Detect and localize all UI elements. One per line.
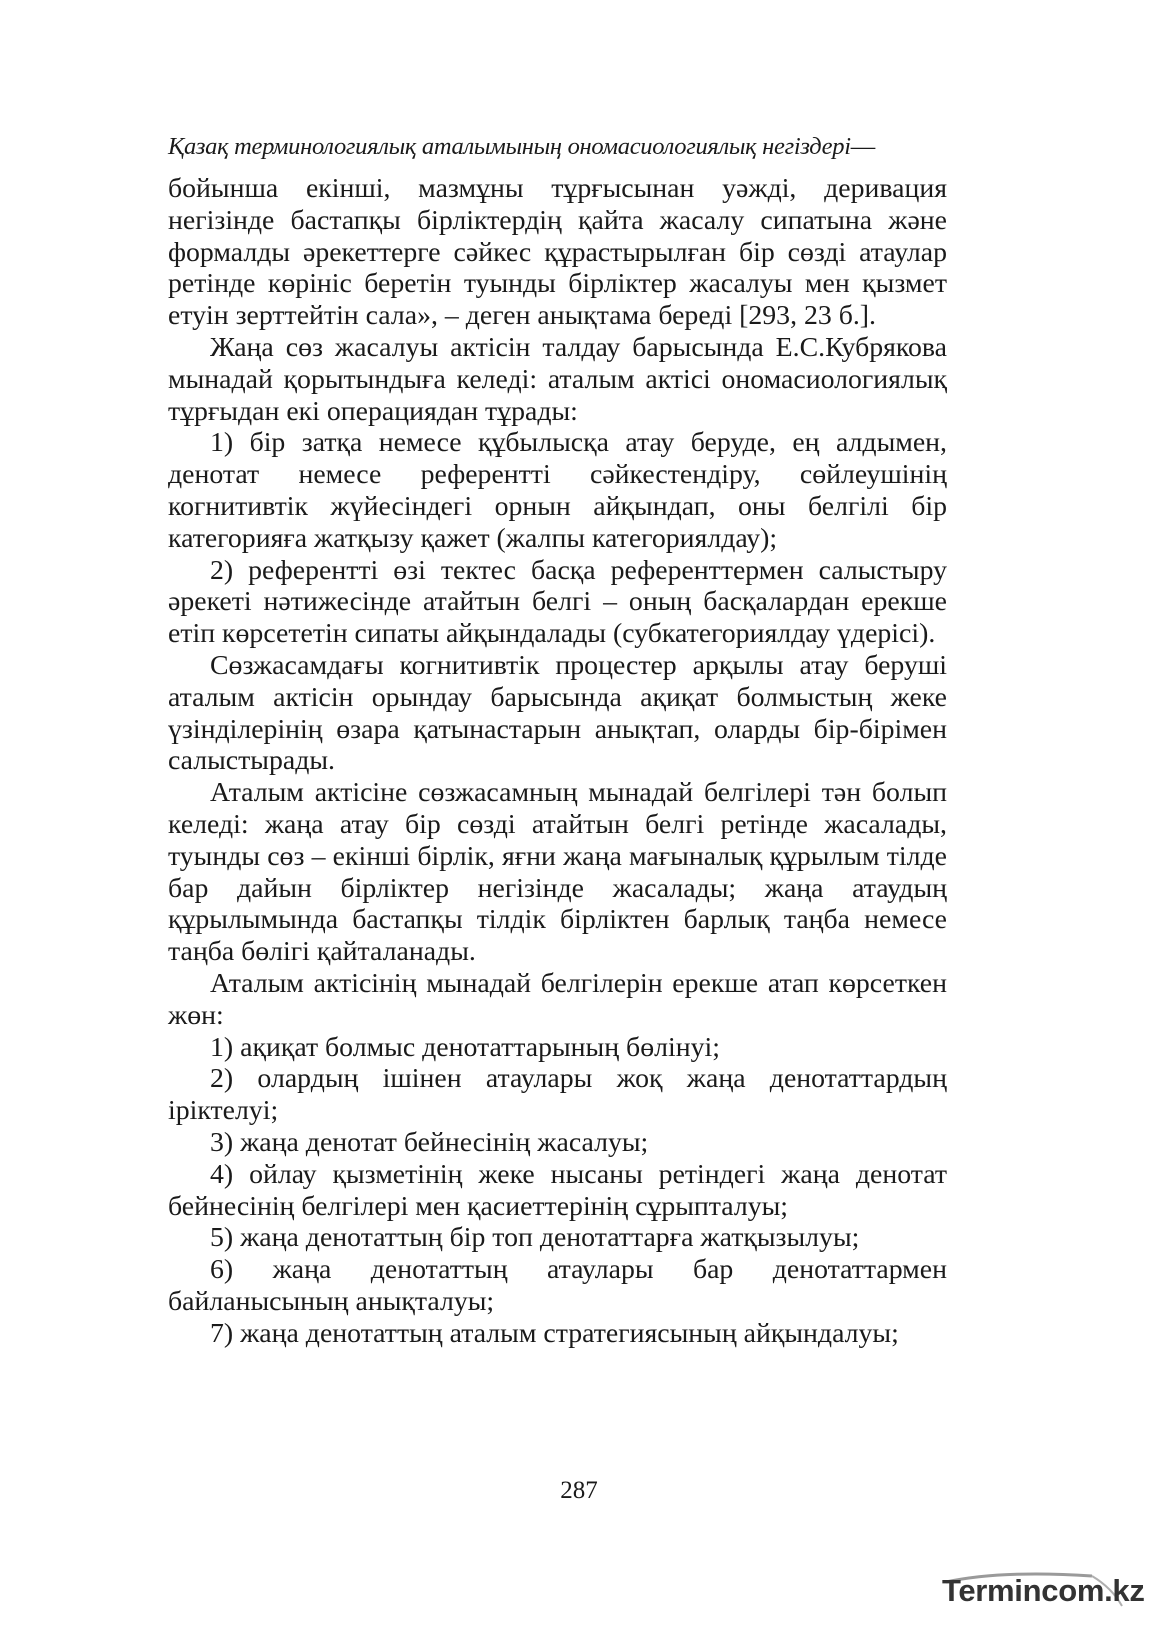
page-body [168, 173, 947, 1349]
page-number: 287 [560, 1477, 598, 1504]
paragraph: Аталым актісіне сөзжасамның мынадай белгілері тән болып келеді: жаңа атау бір сөзді атайтын белгі ретінде жасалады, туынды сөз – екінші бірлік, яғни жаңа мағыналық құрылым тілде бар дайын бірліктер негізінде жасалады; жаңа атаудың құрылымында бастапқы тілдік бірліктен барлық таңба немесе таңба бөлігі қайталанады. [168, 777, 947, 968]
watermark-logo [942, 1568, 1145, 1620]
paragraph: Жаңа сөз жасалуы актісін талдау барысында Е.С.Кубрякова мынадай қорытындыға келеді: аталым актісі ономасиологиялық тұрғыдан екі операциядан тұрады: [168, 331, 947, 427]
running-header [168, 130, 958, 164]
list-item: 1) бір затқа немесе құбылысқа атау беруде, ең алдымен, денотат немесе референтті сәйкестендіру, сөйлеушінің когнитивтік жүйесіндегі орнын айқындап, оны белгілі бір категорияға жатқызу қажет (жалпы категориялдау); [168, 427, 947, 554]
paragraph: Сөзжасамдағы когнитивтік процестер арқылы атау беруші аталым актісін орындау барысында ақиқат болмыстың жеке үзінділерінің өзара қатынастарын анықтап, оларды бір-бірімен салыстырады. [168, 649, 947, 777]
list-item: 3) жаңа денотат бейнесінің жасалуы; [210, 1126, 649, 1158]
list-item: 4) ойлау қызметінің жеке нысаны ретіндегі жаңа денотат бейнесінің белгілері мен қасиеттерінің сұрыпталуы; [168, 1158, 947, 1222]
header-dash: — [850, 133, 875, 160]
list-item: 2) олардың ішінен атаулары жоқ жаңа денотаттардың іріктелуі; [168, 1063, 947, 1127]
list-item: 1) ақиқат болмыс денотаттарының бөлінуі; [210, 1031, 720, 1063]
list-item: 5) жаңа денотаттың бір топ денотаттарға жатқызылуы; [210, 1222, 860, 1254]
list-item: 7) жаңа денотаттың аталым стратегиясының айқындалуы; [210, 1317, 899, 1349]
list-item: 6) жаңа денотаттың атаулары бар денотаттармен байланысының анықталуы; [168, 1254, 947, 1317]
paragraph-continuation: бойынша екінші, мазмұны тұрғысынан уәжді, деривация негізінде бастапқы бірліктердің қайта жасалу сипатына және формалды әрекеттерге сәйкес құрастырылған бір сөзді атаулар ретінде көрініс беретін туынды бірліктер жасалуы мен қызмет етуін зерттейтін сала», – деген анықтама береді [293, 23 б.]. [168, 173, 947, 332]
paragraph: Аталым актісінің мынадай белгілерін ерекше атап көрсеткен жөн: [168, 967, 947, 1031]
watermark-text: Termincom.kz [942, 1573, 1145, 1608]
running-title: Қазақ терминологиялық аталымының ономасиологиялық негіздері [168, 133, 851, 160]
list-item: 2) референтті өзі тектес басқа референттермен салыстыру әрекеті нәтижесінде атайтын белгі – оның басқалардан ерекше етіп көрсететін сипаты айқындалады (субкатегориялдау үдерісі). [168, 554, 947, 650]
